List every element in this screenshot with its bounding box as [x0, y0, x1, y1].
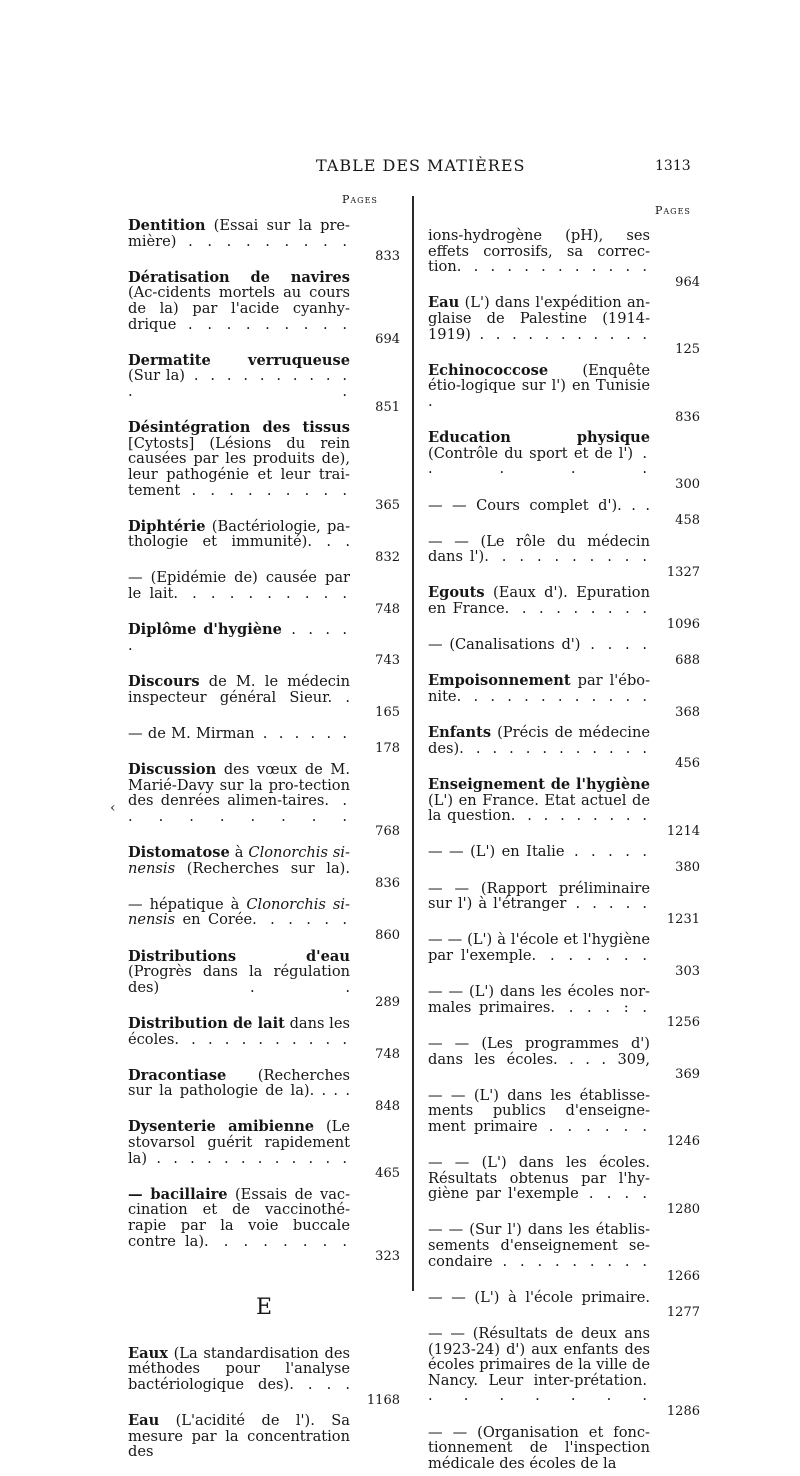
entry-page-number: 836 — [375, 876, 400, 892]
running-head-page-number: 1313 — [655, 158, 691, 174]
index-entry — [128, 897, 400, 944]
index-entry — [128, 622, 400, 669]
entry-page-number: 860 — [375, 927, 400, 943]
dot-leader: . . . . . . . . . . . . — [456, 258, 650, 276]
entry-text — [128, 1346, 350, 1408]
pages-label-left: Pages — [342, 193, 378, 206]
index-entry — [428, 1155, 700, 1217]
entry-page-number: 1096 — [666, 616, 700, 632]
dot-leader: . . . . : . — [550, 998, 651, 1016]
entry-text — [128, 845, 350, 892]
index-entry — [428, 1326, 700, 1420]
index-entry — [128, 845, 400, 892]
left-entries-after-section — [128, 1346, 400, 1460]
entry-description: — — Cours complet d'). . . — [428, 496, 650, 514]
left-column — [128, 218, 400, 1465]
entry-italic-term: Clonorchis si-nensis — [128, 843, 350, 877]
index-entry — [428, 585, 700, 632]
entry-text — [428, 1290, 650, 1321]
index-entry — [128, 674, 400, 721]
entry-description: (L'acidité de l'). Sa mesure par la concentration des — [128, 1412, 350, 1461]
index-entry — [428, 1036, 700, 1083]
entry-description: par l'ébo-nite — [428, 672, 650, 706]
entry-description: ions-hydrogène (pH), ses effets corrosifs, sa correc-tion — [428, 227, 650, 276]
entry-page-number: 1286 — [666, 1403, 700, 1419]
index-entry — [428, 498, 700, 529]
entry-description: (Essais de vac-cination et de vaccinothé-rapie par la voie buccale contre la) — [128, 1185, 350, 1250]
entry-text — [428, 637, 650, 668]
entry-text — [128, 1413, 350, 1460]
entry-text — [428, 881, 650, 928]
entry-text — [428, 725, 650, 772]
index-entry — [128, 1068, 400, 1115]
entry-heading: Enfants — [428, 724, 492, 742]
entry-page-number: 300 — [675, 476, 700, 492]
entry-description: (Le stovarsol guérit rapidement la) — [128, 1118, 350, 1167]
dot-leader: . . . . . . . — [531, 946, 651, 964]
entry-description: (Ac-cidents mortels au cours de la) par l'acide cyanhy-drique — [128, 284, 350, 333]
dot-leader: . . . . — [580, 636, 650, 654]
index-entry — [128, 519, 400, 566]
entry-heading: Dératisation de navires — [128, 268, 350, 286]
entry-description-cont: (Recherches sur la). — [175, 859, 350, 877]
entry-description: — (Canalisations d') — [428, 636, 581, 654]
entry-description: (Recherches sur la pathologie de la). . . . — [128, 1066, 350, 1100]
index-entry — [428, 228, 700, 290]
entry-page-number: 688 — [675, 652, 700, 668]
running-head-title: TABLE DES MATIÈRES — [316, 156, 526, 175]
entry-page-number: 832 — [375, 549, 400, 565]
entry-heading: Enseignement de l'hygiène — [428, 776, 650, 793]
entry-description: des vœux de M. Marié-Davy sur la pro-tection des denrées alimen-taires — [128, 761, 350, 810]
entry-text — [428, 295, 650, 357]
entry-text — [428, 228, 650, 290]
entry-description: — — (Organisation et fonc-tionnement de l'inspection médicale des écoles de la — [428, 1423, 650, 1472]
entry-heading: Dysenterie amibienne — [128, 1118, 315, 1136]
entry-description: — (Epidémie de) causée par le lait — [128, 569, 350, 603]
entry-page-number: 1327 — [666, 564, 700, 580]
entry-description: (Contrôle du sport et de l') — [428, 444, 634, 462]
dot-leader: . . . . — [578, 1185, 650, 1203]
entry-text — [128, 726, 350, 757]
index-entry — [428, 363, 700, 425]
section-letter: E — [255, 1294, 273, 1320]
entry-description: — — (L') dans les écoles. Résultats obtenus par l'hy-giène par l'exemple — [428, 1154, 650, 1203]
entry-text — [428, 777, 650, 839]
entry-description: (Eaux d'). Epuration en France — [428, 584, 650, 618]
entry-text — [128, 762, 350, 840]
right-column — [428, 228, 700, 1476]
pages-label-right: Pages — [655, 204, 691, 217]
dot-leader: . . . . . — [128, 621, 350, 654]
entry-page-number: 125 — [675, 342, 700, 358]
entry-page-number: 694 — [375, 332, 400, 348]
entry-page-number: 743 — [375, 653, 400, 669]
entry-page-number: 365 — [375, 498, 400, 514]
dot-leader: . . . . . . . . . . — [484, 548, 650, 566]
entry-heading: Eaux — [128, 1344, 168, 1362]
dot-leader: . . . . . . . . . — [504, 600, 650, 618]
entry-heading: Eau — [128, 1412, 160, 1430]
entry-text — [428, 1036, 650, 1083]
entry-text — [128, 218, 350, 265]
dot-leader: . . . . . . . . . . — [173, 585, 351, 603]
entry-heading: Discours — [128, 673, 200, 691]
index-entry — [428, 932, 700, 979]
entry-description: — — (Les programmes d') dans les écoles. . . . 309, — [428, 1034, 650, 1068]
index-entry — [428, 881, 700, 928]
dot-leader: . . . . . . . . . — [492, 1252, 650, 1270]
entry-text — [428, 1088, 650, 1150]
index-entry — [428, 777, 700, 839]
entry-description: (Enquête étio-logique sur l') en Tunisie . — [428, 361, 650, 410]
entry-description: (Bactériologie, pa-thologie et immunité). . . — [128, 517, 350, 551]
entry-page-number: 1168 — [366, 1392, 400, 1408]
entry-text — [428, 585, 650, 632]
index-entry — [428, 1425, 700, 1472]
entry-page-number: 465 — [375, 1166, 400, 1182]
entry-page-number: 323 — [375, 1249, 400, 1265]
dot-leader: . . . . . — [428, 444, 650, 478]
dot-leader: . . . . . . . . — [204, 1232, 350, 1250]
entry-description: (Progrès dans la régulation des) . . — [128, 963, 350, 996]
entry-heading: Echinococcose — [428, 361, 549, 379]
running-head — [0, 156, 800, 180]
entry-page-number: 458 — [675, 513, 700, 529]
entry-text — [128, 353, 350, 415]
entry-text — [428, 430, 650, 492]
entry-italic-term: Clonorchis si-nensis — [128, 895, 350, 929]
entry-description: — — (L') dans les établisse-ments publics d'enseigne-ment primaire — [428, 1086, 650, 1135]
entry-description: (Essai sur la pre-mière) — [128, 217, 350, 250]
entry-heading: Education physique — [428, 429, 650, 447]
entry-page-number: 368 — [675, 704, 700, 720]
dot-leader: . . . . . . — [254, 724, 350, 742]
entry-page-number: 456 — [675, 756, 700, 772]
entry-heading: Dracontiase — [128, 1066, 227, 1084]
entry-text — [128, 270, 350, 348]
index-entry — [128, 570, 400, 617]
entry-description: — de M. Mirman — [128, 724, 255, 742]
entry-page-number: 289 — [375, 995, 400, 1011]
entry-page-number: 851 — [375, 399, 400, 415]
entry-description: — — (Rapport préliminaire sur l') à l'étranger — [428, 879, 650, 913]
entry-text — [428, 844, 650, 875]
entry-description: (L') dans l'expédition an-glaise de Palestine (1914-1919) — [428, 294, 650, 343]
dot-leader: . . . . . . . . . — [180, 481, 350, 499]
dot-leader: . . . . . . . . — [428, 1371, 650, 1405]
entry-description: à — [229, 843, 249, 861]
index-entry — [128, 949, 400, 1011]
entry-page-number: 848 — [375, 1098, 400, 1114]
entry-description: (La standardisation des méthodes pour l'analyse bactériologique des). . . . — [128, 1344, 350, 1393]
entry-description: — — (L') en Italie — [428, 843, 565, 861]
index-entry — [128, 353, 400, 415]
dot-leader: . . . . . . . . . — [176, 232, 350, 250]
dot-leader: . . . . . . — [537, 1117, 650, 1135]
index-entry — [428, 844, 700, 875]
entry-description: — — (Le rôle du médecin dans l') — [428, 532, 650, 566]
entry-description: (Sur la) — [128, 367, 185, 385]
entry-heading: Dermatite verruqueuse — [128, 351, 350, 369]
entry-heading: Eau — [428, 294, 460, 312]
index-entry — [128, 1346, 400, 1408]
entry-description-cont: en Corée — [175, 911, 253, 929]
entry-text — [428, 673, 650, 720]
dot-leader: . . . . . . . . . . — [128, 792, 351, 825]
entry-page-number: 748 — [375, 601, 400, 617]
index-entry — [428, 295, 700, 357]
entry-text — [428, 363, 650, 425]
index-entry — [428, 673, 700, 720]
index-entry — [128, 1187, 400, 1265]
entry-text — [128, 1068, 350, 1115]
entry-text — [128, 570, 350, 617]
entry-text — [128, 622, 350, 669]
entry-page-number: 1246 — [666, 1134, 700, 1150]
index-entry — [428, 1088, 700, 1150]
entry-page-number: 1231 — [666, 911, 700, 927]
index-entry — [128, 218, 400, 265]
index-entry — [128, 420, 400, 514]
entry-heading: Egouts — [428, 584, 485, 602]
entry-page-number: 369 — [675, 1067, 700, 1083]
entry-heading: Distribution de lait — [128, 1014, 285, 1032]
entry-page-number: 1277 — [666, 1305, 700, 1321]
dot-leader: . . . . . — [564, 843, 651, 861]
entry-description: (L') en France. Etat actuel de la question — [428, 791, 650, 825]
entry-description: — — (L') à l'école et l'hygiène par l'exemple — [428, 931, 650, 964]
entry-page-number: 768 — [375, 824, 400, 840]
entry-text — [428, 534, 650, 581]
entry-page-number: 748 — [375, 1047, 400, 1063]
dot-leader: . . . . . . . . . . . . — [128, 367, 350, 400]
entry-description: [Cytosts] (Lésions du rein causées par les produits de), leur pathogénie et leur trai-tement — [128, 434, 350, 499]
entry-heading: Distomatose — [128, 843, 230, 861]
right-entries — [428, 228, 700, 1471]
entry-heading: Désintégration des tissus — [128, 419, 350, 437]
entry-heading: — bacillaire — [128, 1185, 228, 1203]
entry-heading: Dentition — [128, 217, 206, 234]
entry-heading: Empoisonnement — [428, 672, 571, 690]
index-entry — [428, 1290, 700, 1321]
entry-text — [428, 498, 650, 529]
entry-page-number: 380 — [675, 859, 700, 875]
left-entries — [128, 218, 400, 1265]
index-entry — [428, 1222, 700, 1284]
entry-description: dans les écoles — [128, 1014, 350, 1048]
entry-heading: Distributions d'eau — [128, 947, 350, 965]
dot-leader: . . . . . . . . . . . — [174, 1030, 350, 1048]
entry-page-number: 165 — [375, 705, 400, 721]
entry-description: — — (Sur l') dans les établis-sements d'enseignement se-condaire — [428, 1221, 650, 1270]
dot-leader: . . . . . . . . . . . — [470, 325, 650, 343]
entry-text — [128, 420, 350, 514]
entry-page-number: 303 — [675, 963, 700, 979]
index-entry — [428, 430, 700, 492]
index-entry — [128, 726, 400, 757]
index-entry — [428, 725, 700, 772]
entry-text — [428, 1425, 650, 1472]
index-entry — [128, 270, 400, 348]
dot-leader: . . . . . . . . . . . . — [459, 739, 650, 757]
index-entry — [128, 1413, 400, 1460]
index-entry — [428, 534, 700, 581]
entry-text — [428, 932, 650, 979]
index-entry — [128, 1016, 400, 1063]
index-entry — [128, 762, 400, 840]
entry-description: — hépatique à — [128, 895, 247, 913]
entry-heading: Diphtérie — [128, 517, 206, 535]
entry-description: (Précis de médecine des) — [428, 724, 650, 757]
entry-description: — — (Résultats de deux ans (1923-24) d') aux enfants des écoles primaires de la ville de Nancy. Leur inter-prétation — [428, 1325, 650, 1389]
dot-leader: . . . . . . . . . . . . — [456, 688, 650, 706]
entry-page-number: 178 — [375, 741, 400, 757]
entry-text — [428, 984, 650, 1031]
entry-page-number: 1214 — [666, 823, 700, 839]
column-rule — [412, 196, 414, 1291]
entry-description: de M. le médecin inspecteur général Sieur. . — [128, 673, 350, 706]
entry-text — [128, 897, 350, 944]
entry-heading: Diplôme d'hygiène — [128, 621, 282, 639]
entry-text — [428, 1326, 650, 1420]
dot-leader: . . . . . . . . . — [510, 807, 650, 825]
entry-text — [128, 1016, 350, 1063]
entry-page-number: 836 — [675, 409, 700, 425]
entry-text — [128, 674, 350, 721]
entry-text — [428, 1222, 650, 1284]
dot-leader: . . . . . . . . . — [176, 315, 350, 333]
entry-page-number: 833 — [375, 249, 400, 265]
index-entry — [428, 637, 700, 668]
entry-text — [128, 1119, 350, 1181]
entry-page-number: 1256 — [666, 1015, 700, 1031]
entry-text — [128, 519, 350, 566]
entry-text — [128, 949, 350, 1011]
entry-description: — — (L') dans les écoles nor-males primaires — [428, 983, 650, 1016]
entry-page-number: 1266 — [666, 1269, 700, 1285]
entry-text — [128, 1187, 350, 1265]
entry-text — [428, 1155, 650, 1217]
index-entry — [128, 1119, 400, 1181]
dot-leader: . . . . . — [566, 895, 650, 913]
dot-leader: . . . . . . — [252, 911, 350, 929]
dot-leader: . . . . . . . . . . . . — [147, 1149, 350, 1167]
entry-page-number: 964 — [675, 274, 700, 290]
entry-page-number: 1280 — [666, 1201, 700, 1217]
entry-description: — — (L') à l'école primaire. — [428, 1288, 650, 1306]
margin-mark: ‹ — [110, 800, 116, 816]
index-entry — [428, 984, 700, 1031]
entry-heading: Discussion — [128, 761, 217, 778]
